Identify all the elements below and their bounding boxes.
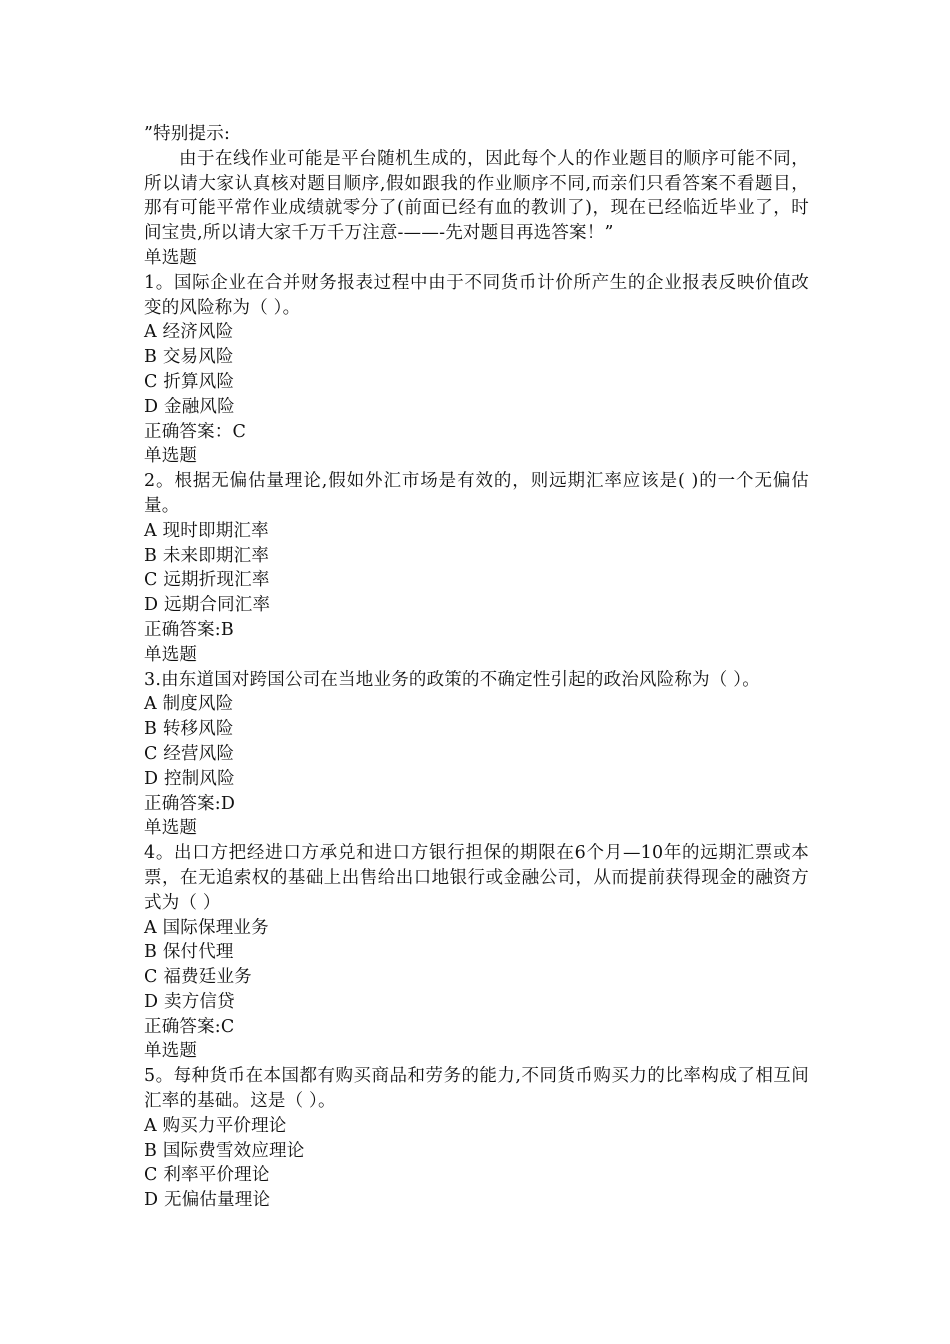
option-b: B 转移风险 (144, 719, 234, 740)
option-c: C 折算风险 (144, 371, 235, 392)
option-a: A 制度风险 (144, 694, 234, 715)
question-block (144, 643, 809, 817)
question-type: 单选题 (144, 1041, 198, 1062)
question-type: 单选题 (144, 446, 198, 467)
question-text: 4。出口方把经进口方承兑和进口方银行担保的期限在6个月—10年的远期汇票或本票，在无追索权的基础上出售给出口地银行或金融公司，从而提前获得现金的融资方式为（ ） (144, 843, 809, 913)
notice-body: 由于在线作业可能是平台随机生成的，因此每个人的作业题目的顺序可能不同，所以请大家认真核对题目顺序,假如跟我的作业顺序不同,而亲们只看答案不看题目，那有可能平常作业成绩就零分了(前面已经有血的教训了)，现在已经临近毕业了，时间宝贵,所以请大家千万千万注意-——-先对题目再选答案！” (144, 148, 809, 244)
question-type: 单选题 (144, 644, 198, 665)
option-b: B 国际费雪效应理论 (144, 1140, 305, 1161)
question-block (144, 1039, 809, 1213)
option-d: D 控制风险 (144, 768, 235, 789)
question-text: 3.由东道国对跨国公司在当地业务的政策的不确定性引起的政治风险称为（ ）。 (144, 669, 760, 690)
option-c: C 利率平价理论 (144, 1165, 270, 1186)
question-text: 2。根据无偏估量理论,假如外汇市场是有效的，则远期汇率应该是( )的一个无偏估量。 (144, 471, 809, 516)
correct-answer: 正确答案:C (144, 1016, 235, 1037)
option-b: B 保付代理 (144, 942, 234, 963)
question-block (144, 246, 809, 444)
question-block (144, 816, 809, 1039)
option-a: A 购买力平价理论 (144, 1115, 287, 1136)
document-page (144, 122, 809, 1213)
option-c: C 经营风险 (144, 743, 235, 764)
notice-title: ”特别提示: (144, 124, 231, 144)
option-c: C 远期折现汇率 (144, 570, 270, 591)
question-text: 1。国际企业在合并财务报表过程中由于不同货币计价所产生的企业报表反映价值改变的风险称为（ ）。 (144, 272, 809, 318)
option-c: C 福费廷业务 (144, 967, 252, 988)
option-d: D 金融风险 (144, 396, 235, 417)
question-block (144, 444, 809, 642)
correct-answer: 正确答案:D (144, 793, 236, 814)
option-d: D 卖方信贷 (144, 991, 235, 1012)
question-text: 5。每种货币在本国都有购买商品和劳务的能力,不同货币购买力的比率构成了相互间汇率的基础。这是（ ）。 (144, 1066, 809, 1112)
option-b: B 未来即期汇率 (144, 545, 270, 566)
option-a: A 经济风险 (144, 322, 234, 343)
option-d: D 远期合同汇率 (144, 595, 271, 616)
correct-answer: 正确答案：C (144, 421, 247, 442)
question-type: 单选题 (144, 818, 198, 839)
correct-answer: 正确答案:B (144, 619, 234, 640)
option-d: D 无偏估量理论 (144, 1190, 271, 1211)
question-type: 单选题 (144, 247, 198, 268)
option-b: B 交易风险 (144, 347, 234, 368)
option-a: A 国际保理业务 (144, 917, 269, 938)
option-a: A 现时即期汇率 (144, 520, 269, 541)
